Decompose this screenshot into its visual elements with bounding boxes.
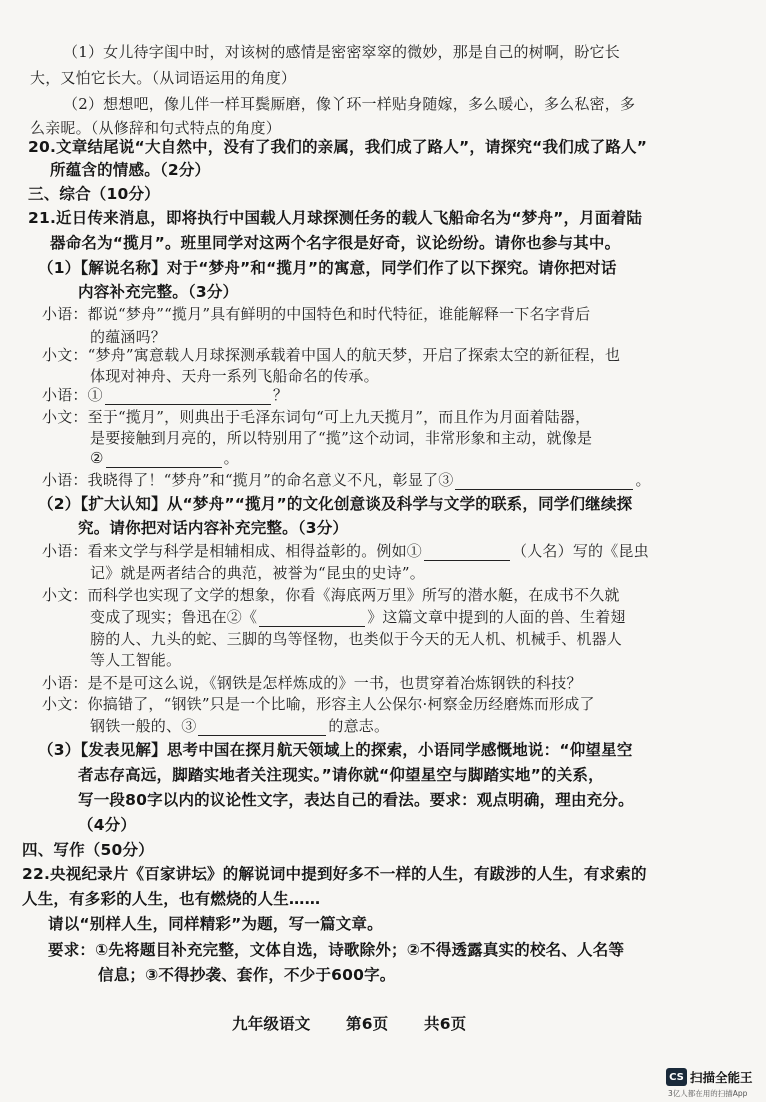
answer-line-3: （2）想想吧，像儿伴一样耳鬓厮磨，像丫环一样贴身随嫁，多么暖心，多么私密，多 [63,95,636,113]
dialog-line: 等人工智能。 [90,651,182,669]
footer-page: 第6页 [346,1015,389,1033]
dialog-text: 小语：我晓得了！“梦舟”和“揽月”的命名意义不凡，彰显了③ [42,471,454,489]
section-3-heading: 三、综合（10分） [28,185,160,203]
dialog-line: 膀的人、九头的蛇、三脚的鸟等怪物，也类似于今天的无人机、机械手、机器人 [90,630,623,648]
scanner-logo-icon: CS [666,1068,687,1086]
dialog-blank-2 [90,448,239,468]
scanner-tagline: 3亿人都在用的扫描App [668,1089,748,1098]
question-22: 22.央视纪录片《百家讲坛》的解说词中提到好多不一样的人生，有跋涉的人生，有求索的 [22,865,647,883]
essay-requirements: 要求：①先将题目补充完整，文体自选，诗歌除外；②不得透露真实的校名、人名等 [48,941,625,959]
footer-total: 共6页 [424,1015,467,1033]
footer-subject: 九年级语文 [232,1015,311,1033]
dialog-line: 记》就是两者结合的典范，被誉为“昆虫的史诗”。 [90,564,425,582]
answer-blank-1[interactable] [105,388,271,405]
dialog-text: 。 [635,471,651,489]
dialog-text: ② [90,449,104,467]
part-1-prompt: （1）【解说名称】对于“梦舟”和“揽月”的寓意，同学们作了以下探究。请你把对话 [38,259,617,277]
answer-blank-5[interactable] [259,610,365,627]
dialog-text: 》这篇文章中提到的人面的兽、生着翅 [367,608,626,626]
dialog-line: 小文：而科学也实现了文学的想象，你看《海底两万里》所写的潜水艇，在成书不久就 [42,586,620,604]
part-3-prompt-cont: 写一段80字以内的议论性文字，表达自己的看法。要求：观点明确，理由充分。 [78,791,634,809]
answer-line-4: 么亲昵。（从修辞和句式特点的角度） [30,119,281,137]
dialog-text: 钢铁一般的、③ [90,717,197,735]
dialog-blank-6 [90,716,389,736]
dialog-text: 小语：① [42,386,103,404]
question-21-cont: 器命名为“揽月”。班里同学对这两个名字很是好奇，议论纷纷。请你也参与其中。 [50,234,621,252]
dialog-line: 小文：你搞错了，“钢铁”只是一个比喻，形容主人公保尔·柯察金历经磨炼而形成了 [42,695,595,713]
dialog-text: 小语：看来文学与科学是相辅相成、相得益彰的。例如① [42,542,423,560]
part-3-score: （4分） [78,816,137,834]
dialog-blank-4 [42,541,649,561]
question-21: 21.近日传来消息，即将执行中国载人月球探测任务的载人飞船命名为“梦舟”，月面着陆 [28,209,643,227]
dialog-line: 是要接触到月亮的，所以特别用了“揽”这个动词，非常形象和主动，就像是 [90,429,593,447]
question-20: 20.文章结尾说“大自然中，没有了我们的亲属，我们成了路人”，请探究“我们成了路人” [28,138,648,156]
dialog-line: 小语：都说“梦舟”“揽月”具有鲜明的中国特色和时代特征，谁能解释一下名字背后 [42,305,591,323]
question-22-cont: 人生，有多彩的人生，也有燃烧的人生…… [22,890,321,908]
dialog-text: 的意志。 [328,717,390,735]
dialog-line: 小语：是不是可这么说，《钢铁是怎样炼成的》一书，也贯穿着冶炼钢铁的科技？ [42,674,582,692]
part-3-prompt-cont: 者志存高远，脚踏实地者关注现实。”请你就“仰望星空与脚踏实地”的关系， [78,766,604,784]
dialog-line: 体现对神舟、天舟一系列飞船命名的传承。 [90,367,379,385]
answer-blank-2[interactable] [106,451,222,468]
section-4-heading: 四、写作（50分） [22,841,154,859]
scanner-name: 扫描全能王 [690,1070,753,1085]
question-20-cont: 所蕴含的情感。（2分） [50,161,211,179]
part-2-prompt-cont: 究。请你把对话内容补充完整。（3分） [78,519,349,537]
dialog-text: 。 [223,449,239,467]
part-3-prompt: （3）【发表见解】思考中国在探月航天领域上的探索，小语同学感慨地说：“仰望星空 [38,741,633,759]
answer-line-1: （1）女儿待字闺中时，对该树的感情是密密窣窣的微妙，那是自己的树啊，盼它长 [63,43,620,61]
dialog-text: 变成了现实；鲁迅在②《 [90,608,258,626]
answer-line-2: 大，又怕它长大。（从词语运用的角度） [30,69,297,87]
dialog-text: （人名）写的《昆虫 [512,542,649,560]
answer-blank-3[interactable] [455,473,633,490]
scanner-watermark [666,1068,753,1086]
dialog-line: 小文：“梦舟”寓意载人月球探测承载着中国人的航天梦，开启了探索太空的新征程，也 [42,346,621,364]
essay-title-instruction: 请以“别样人生，同样精彩”为题，写一篇文章。 [48,915,383,933]
dialog-blank-1 [42,385,288,405]
answer-blank-6[interactable] [198,719,326,736]
part-1-prompt-cont: 内容补充完整。（3分） [78,283,239,301]
dialog-line: 的蕴涵吗？ [90,328,167,346]
part-2-prompt: （2）【扩大认知】从“梦舟”“揽月”的文化创意谈及科学与文学的联系，同学们继续探 [38,495,633,513]
dialog-line: 小文：至于“揽月”，则典出于毛泽东词句“可上九天揽月”，而且作为月面着陆器， [42,408,591,426]
dialog-text: ？ [272,386,289,404]
answer-blank-4[interactable] [424,544,510,561]
essay-requirements-cont: 信息；③不得抄袭、套作，不少于600字。 [98,966,396,984]
dialog-blank-3 [42,470,651,490]
dialog-blank-5 [90,607,626,627]
